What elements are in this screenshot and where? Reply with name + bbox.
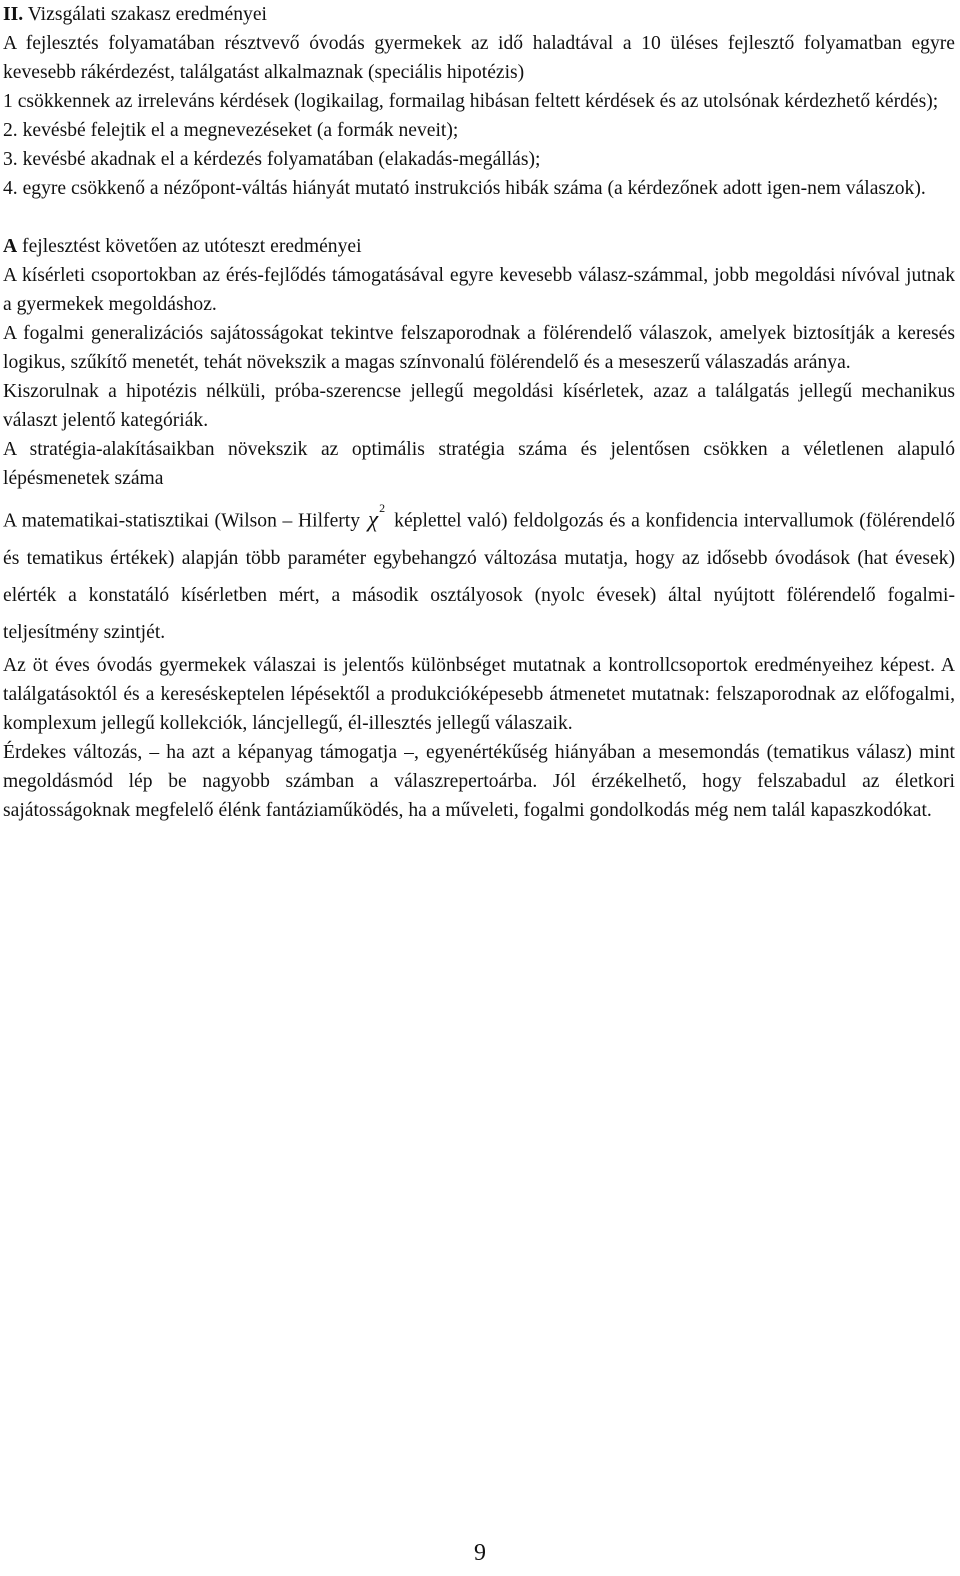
hypothesis-item-1: 1 csökkennek az irreleváns kérdések (logikailag, formailag hibásan feltett kérdések és az utolsónak kérdezhető kérdés); — [3, 91, 939, 112]
hypothesis-item-4: 4. egyre csökkenő a nézőpont-váltás hiányát mutató instrukciós hibák száma (a kérdezőnek adott igen-nem válaszok). — [3, 178, 926, 199]
section-heading — [3, 0, 955, 29]
hypothesis-item-3: 3. kevésbé akadnak el a kérdezés folyamatában (elakadás-megállás); — [3, 149, 541, 170]
chi-superscript: 2 — [379, 501, 386, 515]
page-number: 9 — [474, 1540, 486, 1566]
section-heading-title: Vizsgálati szakasz eredményei — [27, 4, 267, 25]
chi-square-symbol — [360, 496, 394, 538]
document-page — [3, 0, 955, 825]
posttest-heading-text: fejlesztést követően az utóteszt eredményei — [17, 236, 362, 257]
section-heading-number: II. — [3, 4, 24, 25]
formula-paragraph-before: A matematikai-statisztikai (Wilson – Hilferty — [3, 510, 361, 532]
posttest-paragraph-5: Az öt éves óvodás gyermekek válaszai is jelentős különbséget mutatnak a kontrollcsoportok eredményeihez képest. A találgatásoktól és a kereséskeptelen lépésektől a produkcióképesebb átmenetet mutatnak: felszaporodnak az előfogalmi, komplexum jellegű kollekciók, láncjellegű, él-illesztés jellegű válaszaik. — [3, 654, 955, 734]
hypothesis-item-2: 2. kevésbé felejtik el a megnevezéseket (a formák neveit); — [3, 120, 459, 141]
posttest-paragraph-2: A fogalmi generalizációs sajátosságokat tekintve felszaporodnak a fölérendelő válaszok, amelyek biztosítják a keresés logikus, szűkítő menetét, tehát növekszik a magas színvonalú fölérendelő és a meseszerű válaszadás aránya. — [3, 323, 955, 373]
paragraph-gap — [3, 203, 955, 232]
formula-paragraph-after: képlettel való) feldolgozás és a konfidencia intervallumok (fölérendelő és tematikus értékek) alapján több paraméter egybehangzó változása mutatja, hogy az idősebb óvodások (hat évesek) elérték a konstatáló kísérletben mért, a második osztályosok (nyolc évesek) által nyújtott fölérendelő fogalmi-teljesítmény szintjét. — [3, 510, 955, 643]
posttest-heading — [3, 232, 955, 261]
intro-paragraph: A fejlesztés folyamatában résztvevő óvodás gyermekek az idő haladtával a 10 üléses fejlesztő folyamatban egyre kevesebb rákérdezést, találgatást alkalmaznak (speciális hipotézis) — [3, 33, 955, 83]
posttest-paragraph-3: Kiszorulnak a hipotézis nélküli, próba-szerencse jellegű megoldási kísérletek, azaz a találgatás jellegű mechanikus választ jelentő kategóriák. — [3, 381, 955, 431]
formula-paragraph — [3, 496, 955, 651]
posttest-paragraph-6: Érdekes változás, – ha azt a képanyag támogatja –, egyenértékűség hiányában a mesemondás (tematikus válasz) mint megoldásmód lép be nagyobb számban a válaszrepertoárba. Jól érzékelhető, hogy felszabadul az életkori sajátosságoknak megfelelő élénk fantáziaműködés, ha a műveleti, fogalmi gondolkodás még nem talál kapaszkodókat. — [3, 741, 955, 821]
posttest-paragraph-4: A stratégia-alakításaikban növekszik az optimális stratégia száma és jelentősen csökken a véletlenen alapuló lépésmenetek száma — [3, 439, 955, 489]
posttest-paragraph-1: A kísérleti csoportokban az érés-fejlődés támogatásával egyre kevesebb válasz-számmal, jobb megoldási nívóval jutnak a gyermekek megoldáshoz. — [3, 265, 955, 315]
chi-symbol: χ — [368, 506, 379, 532]
posttest-heading-initial: A — [3, 236, 18, 257]
